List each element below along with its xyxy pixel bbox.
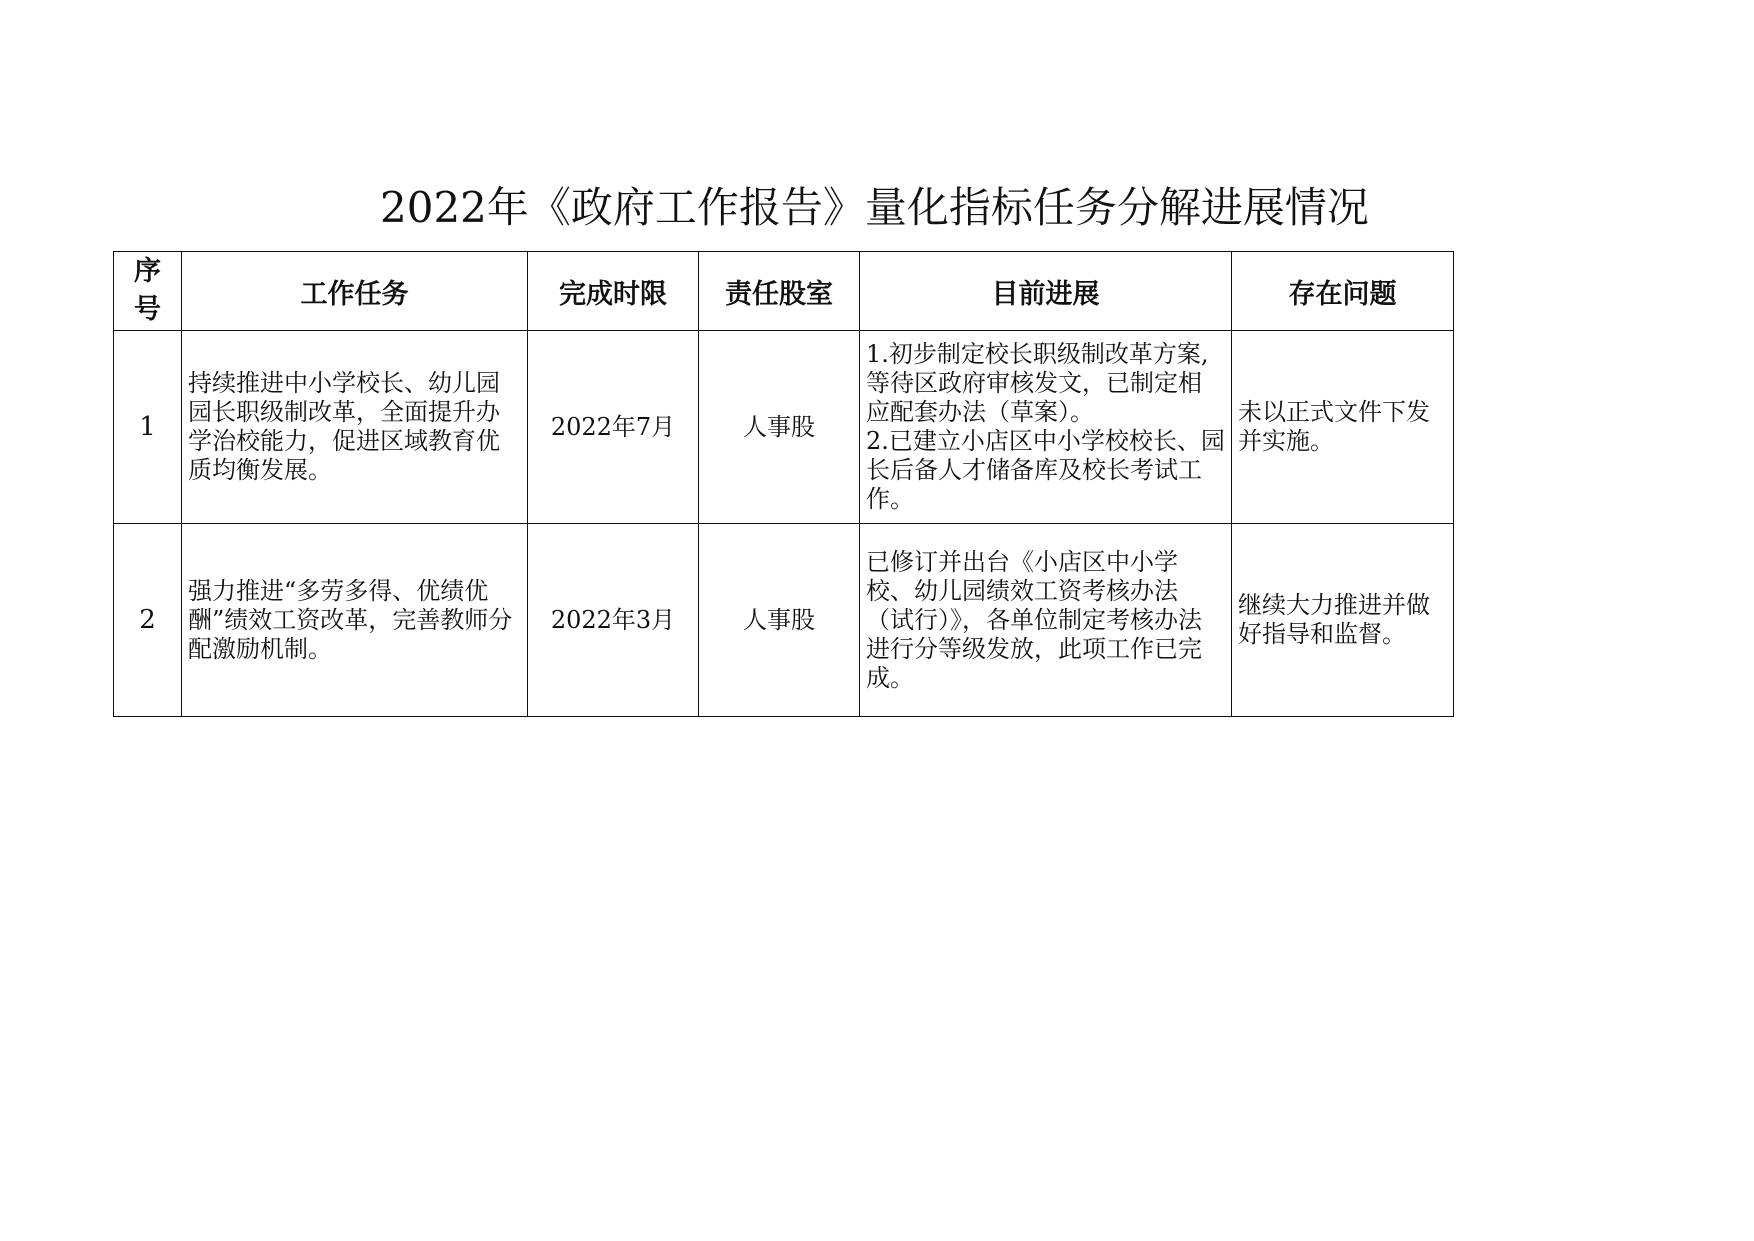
header-seq: 序号 xyxy=(114,252,182,331)
cell-task: 强力推进“多劳多得、优绩优酬”绩效工资改革，完善教师分配激励机制。 xyxy=(182,524,528,717)
progress-item-2: 2.已建立小店区中小学校校长、园长后备人才储备库及校长考试工作。 xyxy=(866,427,1225,513)
header-issues: 存在问题 xyxy=(1232,252,1454,331)
cell-task: 持续推进中小学校长、幼儿园园长职级制改革，全面提升办学治校能力，促进区域教育优质均衡发展。 xyxy=(182,331,528,524)
cell-issues: 继续大力推进并做好指导和监督。 xyxy=(1232,524,1454,717)
cell-deadline: 2022年3月 xyxy=(528,524,699,717)
header-progress: 目前进展 xyxy=(860,252,1232,331)
header-deadline: 完成时限 xyxy=(528,252,699,331)
cell-office: 人事股 xyxy=(699,331,860,524)
table-header-row xyxy=(114,252,1454,331)
document-title: 2022年《政府工作报告》量化指标任务分解进展情况 xyxy=(380,183,1369,232)
cell-progress: 已修订并出台《小店区中小学校、幼儿园绩效工资考核办法（试行）》，各单位制定考核办法进行分等级发放，此项工作已完成。 xyxy=(860,524,1232,717)
cell-issues: 未以正式文件下发并实施。 xyxy=(1232,331,1454,524)
cell-office: 人事股 xyxy=(699,524,860,717)
cell-seq: 1 xyxy=(114,331,182,524)
cell-seq: 2 xyxy=(114,524,182,717)
header-task: 工作任务 xyxy=(182,252,528,331)
table-row xyxy=(114,524,1454,717)
progress-item-1: 1.初步制定校长职级制改革方案,等待区政府审核发文，已制定相应配套办法（草案）。 xyxy=(866,340,1209,426)
table-row xyxy=(114,331,1454,524)
progress-table xyxy=(113,251,1454,717)
document-title-container xyxy=(380,178,1455,238)
header-office: 责任股室 xyxy=(699,252,860,331)
cell-deadline: 2022年7月 xyxy=(528,331,699,524)
cell-progress xyxy=(860,331,1232,524)
